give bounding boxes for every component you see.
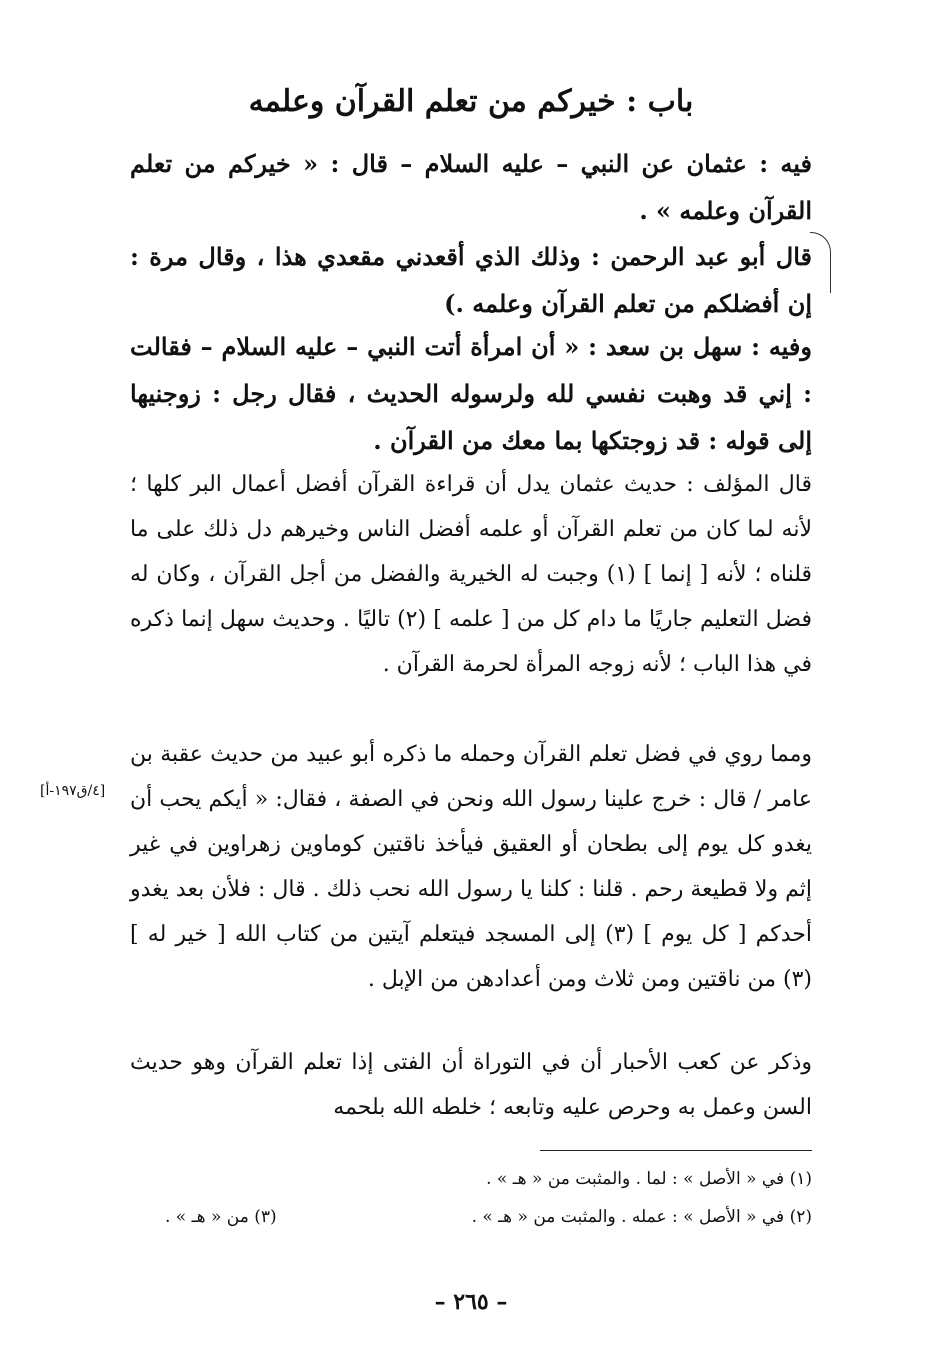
paragraph-abu-abdulrahman: قال أبو عبد الرحمن : وذلك الذي أقعدني مقعدي هذا ، وقال مرة : إن أفضلكم من تعلم القرآن وعلمه .)	[130, 242, 812, 318]
paragraph-hadith-uthman: فيه : عثمان عن النبي – عليه السلام – قال : « خيركم من تعلم القرآن وعلمه » .	[130, 149, 812, 225]
paragraph-hadith-sahl: وفيه : سهل بن سعد : « أن امرأة أتت النبي – عليه السلام – فقالت : إني قد وهبت نفسي لله ولرسوله الحديث ، فقال رجل : زوجنيها إلى قوله : قد زوجتكها بما معك من القرآن .	[130, 332, 812, 455]
footnote-3: (٣) من « هـ » .	[165, 1207, 277, 1227]
footnote-1: (١) في « الأصل » : لما . والمثبت من « هـ » .	[486, 1169, 812, 1189]
manuscript-folio-note: [٤/ق١٩٧-أ]	[40, 783, 106, 799]
paragraph-kaab-al-ahbar: وذكر عن كعب الأحبار أن في التوراة أن الفتى إذا تعلم القرآن وهو حديث السن وعمل به وحرص عليه وتابعه ؛ خلطه الله بلحمه	[130, 1050, 812, 1120]
opening-bracket-mark	[810, 232, 831, 293]
paragraph-author-commentary: قال المؤلف : حديث عثمان يدل أن قراءة القرآن أفضل أعمال البر كلها ؛ لأنه لما كان من تعلم القرآن أو علمه أفضل الناس وخيرهم دل ذلك على ما قلناه ؛ لأنه [ إنما ] (١) وجبت له الخيرية والفضل من أجل القرآن ، وكان له فضل التعليم جاريًا ما دام كل من [ علمه ] (٢) تاليًا . وحديث سهل إنما ذكره في هذا الباب ؛ لأنه زوجه المرأة لحرمة القرآن .	[130, 472, 813, 677]
page-number: – ٢٦٥ –	[434, 1289, 508, 1315]
footnote-2: (٢) في « الأصل » : عمله . والمثبت من « هـ » .	[471, 1207, 812, 1227]
paragraph-abu-ubaid: ومما روي في فضل تعلم القرآن وحمله ما ذكره أبو عبيد من حديث عقبة بن عامر / قال : خرج علينا رسول الله ونحن في الصفة ، فقال: « أيكم يحب أن يغدو كل يوم إلى بطحان أو العقيق فيأخذ ناقتين كوماوين زهراوين في غير إثم ولا قطيعة رحم . قلنا : كلنا يا رسول الله نحب ذلك . قال : فلأن بعد يغدو أحدكم [ كل يوم ] (٣) إلى المسجد فيتعلم آيتين من كتاب الله [ خير له ] (٣) من ناقتين ومن ثلاث ومن أعدادهن من الإبل .	[130, 742, 812, 992]
chapter-title: باب : خيركم من تعلم القرآن وعلمه	[248, 84, 694, 119]
footnote-separator	[540, 1150, 812, 1151]
